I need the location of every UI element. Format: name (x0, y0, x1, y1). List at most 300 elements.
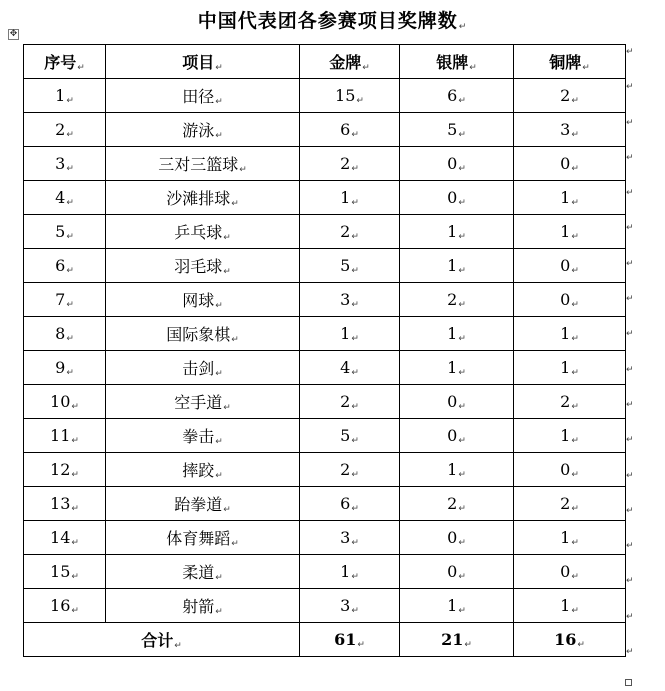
cell-item[interactable] (106, 351, 300, 385)
cell-mark-icon: ↵ (571, 605, 579, 616)
cell-gold-text: 1 (340, 187, 351, 207)
row-end-mark-icon: ↵ (626, 152, 634, 163)
cell-item-text: 游泳 (182, 121, 215, 140)
cell-no[interactable] (24, 351, 106, 385)
cell-gold-text: 3 (340, 289, 351, 309)
cell-bronze-text: 2 (560, 85, 571, 105)
cell-silver[interactable] (400, 555, 514, 589)
cell-gold[interactable] (300, 113, 400, 147)
cell-bronze-text: 0 (560, 153, 571, 173)
row-end-mark-icon: ↵ (626, 399, 634, 410)
cell-no-text: 10 (50, 391, 71, 411)
cell-mark-icon: ↵ (71, 469, 79, 480)
cell-mark-icon: ↵ (577, 639, 585, 650)
cell-no[interactable] (24, 419, 106, 453)
cell-silver-text: 1 (447, 459, 458, 479)
row-end-mark-icon: ↵ (626, 82, 634, 93)
cell-mark-icon: ↵ (571, 129, 579, 140)
cell-bronze-text: 0 (560, 255, 571, 275)
paragraph-mark-icon: ↵ (458, 22, 468, 32)
document-title (0, 8, 665, 40)
cell-mark-icon: ↵ (351, 435, 359, 446)
cell-bronze[interactable] (514, 419, 626, 453)
cell-no-text: 1 (55, 85, 66, 105)
cell-gold-text: 6 (340, 119, 351, 139)
cell-silver-text: 1 (447, 323, 458, 343)
cell-silver[interactable] (400, 181, 514, 215)
cell-silver[interactable] (400, 317, 514, 351)
cell-no-text: 6 (55, 255, 66, 275)
cell-item[interactable] (106, 385, 300, 419)
cell-mark-icon: ↵ (458, 129, 466, 140)
cell-mark-icon: ↵ (215, 131, 223, 141)
cell-mark-icon: ↵ (571, 299, 579, 310)
cell-bronze-text: 0 (560, 289, 571, 309)
cell-mark-icon: ↵ (351, 367, 359, 378)
cell-bronze-text: 0 (560, 459, 571, 479)
cell-no-text: 4 (55, 187, 66, 207)
cell-mark-icon: ↵ (351, 537, 359, 548)
cell-mark-icon: ↵ (71, 401, 79, 412)
table-resize-handle-icon[interactable] (625, 679, 632, 686)
cell-mark-icon: ↵ (458, 197, 466, 208)
cell-gold-text: 5 (340, 425, 351, 445)
cell-item-text: 拳击 (182, 427, 215, 446)
row-end-mark-icon: ↵ (626, 435, 634, 446)
cell-bronze[interactable] (514, 113, 626, 147)
cell-mark-icon: ↵ (351, 129, 359, 140)
total-silver-text: 21 (441, 629, 464, 649)
medal-table-body (24, 79, 626, 657)
cell-gold[interactable] (300, 487, 400, 521)
total-gold-text: 61 (334, 629, 357, 649)
table-row (24, 555, 626, 589)
cell-gold[interactable] (300, 79, 400, 113)
cell-mark-icon: ↵ (362, 63, 370, 73)
cell-mark-icon: ↵ (458, 299, 466, 310)
total-gold-cell[interactable] (300, 623, 400, 657)
cell-gold[interactable] (300, 249, 400, 283)
cell-no[interactable] (24, 589, 106, 623)
cell-gold-text: 2 (340, 221, 351, 241)
table-row (24, 79, 626, 113)
cell-item[interactable] (106, 283, 300, 317)
cell-mark-icon: ↵ (215, 301, 223, 311)
cell-mark-icon: ↵ (351, 571, 359, 582)
table-row (24, 453, 626, 487)
cell-silver-text: 0 (447, 391, 458, 411)
table-row (24, 487, 626, 521)
cell-mark-icon: ↵ (458, 605, 466, 616)
cell-mark-icon: ↵ (458, 401, 466, 412)
cell-mark-icon: ↵ (458, 367, 466, 378)
cell-mark-icon: ↵ (351, 605, 359, 616)
cell-bronze-text: 2 (560, 391, 571, 411)
cell-bronze-text: 2 (560, 493, 571, 513)
cell-mark-icon: ↵ (239, 165, 247, 175)
cell-no-text: 5 (55, 221, 66, 241)
cell-mark-icon: ↵ (458, 265, 466, 276)
cell-no[interactable] (24, 555, 106, 589)
cell-item[interactable] (106, 453, 300, 487)
cell-silver-text: 6 (447, 85, 458, 105)
cell-item-text: 体育舞蹈 (166, 529, 231, 548)
row-end-mark-icon: ↵ (626, 294, 634, 305)
cell-bronze[interactable] (514, 351, 626, 385)
table-row (24, 521, 626, 555)
cell-bronze[interactable] (514, 283, 626, 317)
cell-mark-icon: ↵ (458, 503, 466, 514)
cell-item[interactable] (106, 79, 300, 113)
cell-mark-icon: ↵ (351, 299, 359, 310)
cell-silver[interactable] (400, 521, 514, 555)
header-cell-item[interactable] (106, 45, 300, 79)
cell-no[interactable] (24, 79, 106, 113)
total-label-cell[interactable] (24, 623, 300, 657)
cell-mark-icon: ↵ (71, 571, 79, 582)
cell-silver[interactable] (400, 79, 514, 113)
cell-silver[interactable] (400, 453, 514, 487)
cell-item[interactable] (106, 249, 300, 283)
cell-no[interactable] (24, 487, 106, 521)
cell-mark-icon: ↵ (66, 367, 74, 378)
cell-mark-icon: ↵ (66, 163, 74, 174)
cell-item-text: 羽毛球 (174, 257, 223, 276)
cell-silver[interactable] (400, 249, 514, 283)
header-cell-no[interactable] (24, 45, 106, 79)
cell-bronze-text: 1 (560, 221, 571, 241)
cell-no[interactable] (24, 249, 106, 283)
cell-mark-icon: ↵ (174, 641, 182, 651)
cell-item-text: 网球 (182, 291, 215, 310)
cell-gold[interactable] (300, 181, 400, 215)
cell-mark-icon: ↵ (71, 537, 79, 548)
cell-silver[interactable] (400, 283, 514, 317)
cell-mark-icon: ↵ (571, 197, 579, 208)
row-end-mark-icon: ↵ (626, 470, 634, 481)
cell-no[interactable] (24, 453, 106, 487)
cell-item-text: 击剑 (182, 359, 215, 378)
total-silver-cell[interactable] (400, 623, 514, 657)
cell-silver[interactable] (400, 351, 514, 385)
header-row (24, 45, 626, 79)
cell-silver[interactable] (400, 147, 514, 181)
table-row (24, 589, 626, 623)
cell-mark-icon: ↵ (223, 233, 231, 243)
cell-no[interactable] (24, 283, 106, 317)
cell-silver[interactable] (400, 487, 514, 521)
cell-no-text: 12 (50, 459, 71, 479)
cell-mark-icon: ↵ (458, 333, 466, 344)
cell-mark-icon: ↵ (571, 367, 579, 378)
cell-mark-icon: ↵ (458, 571, 466, 582)
cell-mark-icon: ↵ (223, 403, 231, 413)
header-silver-text: 银牌 (436, 53, 469, 72)
row-end-mark-icon: ↵ (626, 258, 634, 269)
cell-no-text: 7 (55, 289, 66, 309)
cell-mark-icon: ↵ (66, 95, 74, 106)
table-row (24, 351, 626, 385)
cell-item[interactable] (106, 589, 300, 623)
header-cell-silver[interactable] (400, 45, 514, 79)
cell-no[interactable] (24, 521, 106, 555)
cell-item-text: 摔跤 (182, 461, 215, 480)
title-text: 中国代表团各参赛项目奖牌数 (197, 10, 458, 32)
cell-mark-icon: ↵ (458, 435, 466, 446)
cell-mark-icon: ↵ (351, 265, 359, 276)
cell-mark-icon: ↵ (571, 265, 579, 276)
cell-item-text: 沙滩排球 (166, 189, 231, 208)
cell-gold-text: 6 (340, 493, 351, 513)
row-end-mark-icon: ↵ (626, 576, 634, 587)
cell-mark-icon: ↵ (351, 503, 359, 514)
row-end-mark-icon: ↵ (626, 188, 634, 199)
cell-gold-text: 2 (340, 459, 351, 479)
cell-bronze[interactable] (514, 453, 626, 487)
cell-no-text: 16 (50, 595, 71, 615)
cell-gold-text: 2 (340, 391, 351, 411)
cell-item[interactable] (106, 555, 300, 589)
cell-item[interactable] (106, 147, 300, 181)
cell-no-text: 13 (50, 493, 71, 513)
cell-silver[interactable] (400, 113, 514, 147)
cell-mark-icon: ↵ (571, 469, 579, 480)
cell-silver[interactable] (400, 385, 514, 419)
cell-mark-icon: ↵ (351, 469, 359, 480)
cell-bronze[interactable] (514, 385, 626, 419)
cell-no-text: 8 (55, 323, 66, 343)
cell-bronze-text: 1 (560, 425, 571, 445)
cell-mark-icon: ↵ (231, 539, 239, 549)
header-no-text: 序号 (44, 53, 77, 72)
cell-mark-icon: ↵ (66, 197, 74, 208)
table-row (24, 317, 626, 351)
cell-bronze-text: 1 (560, 357, 571, 377)
cell-item-text: 柔道 (182, 563, 215, 582)
cell-mark-icon: ↵ (66, 265, 74, 276)
cell-item[interactable] (106, 521, 300, 555)
cell-no-text: 14 (50, 527, 71, 547)
cell-mark-icon: ↵ (71, 503, 79, 514)
cell-no[interactable] (24, 113, 106, 147)
cell-item-text: 国际象棋 (166, 325, 231, 344)
cell-item[interactable] (106, 487, 300, 521)
row-end-mark-icon: ↵ (626, 541, 634, 552)
cell-bronze[interactable] (514, 487, 626, 521)
cell-silver-text: 0 (447, 527, 458, 547)
cell-mark-icon: ↵ (351, 197, 359, 208)
cell-mark-icon: ↵ (66, 231, 74, 242)
cell-gold-text: 2 (340, 153, 351, 173)
cell-mark-icon: ↵ (351, 401, 359, 412)
cell-mark-icon: ↵ (464, 639, 472, 650)
cell-bronze-text: 1 (560, 187, 571, 207)
cell-no-text: 15 (50, 561, 71, 581)
total-bronze-text: 16 (554, 629, 577, 649)
total-label-text: 合计 (141, 631, 174, 650)
cell-mark-icon: ↵ (215, 97, 223, 107)
cell-item[interactable] (106, 419, 300, 453)
cell-bronze-text: 1 (560, 323, 571, 343)
cell-mark-icon: ↵ (357, 639, 365, 650)
header-bronze-text: 铜牌 (549, 53, 582, 72)
table-row (24, 147, 626, 181)
cell-mark-icon: ↵ (231, 199, 239, 209)
table-row (24, 419, 626, 453)
cell-mark-icon: ↵ (458, 231, 466, 242)
row-end-mark-icon: ↵ (626, 329, 634, 340)
header-cell-bronze[interactable] (514, 45, 626, 79)
row-end-mark-icon: ↵ (626, 611, 634, 622)
cell-gold[interactable] (300, 147, 400, 181)
table-row (24, 385, 626, 419)
cell-silver[interactable] (400, 589, 514, 623)
cell-bronze[interactable] (514, 147, 626, 181)
cell-gold[interactable] (300, 317, 400, 351)
cell-mark-icon: ↵ (71, 605, 79, 616)
cell-item-text: 三对三篮球 (158, 155, 239, 174)
cell-silver-text: 0 (447, 187, 458, 207)
cell-gold[interactable] (300, 215, 400, 249)
cell-bronze[interactable] (514, 79, 626, 113)
cell-gold-text: 3 (340, 527, 351, 547)
cell-no-text: 9 (55, 357, 66, 377)
cell-gold[interactable] (300, 589, 400, 623)
header-item-text: 项目 (182, 53, 215, 72)
cell-gold[interactable] (300, 385, 400, 419)
cell-mark-icon: ↵ (66, 129, 74, 140)
cell-mark-icon: ↵ (351, 333, 359, 344)
table-move-handle-icon[interactable]: ✥ (9, 29, 18, 39)
cell-bronze-text: 1 (560, 595, 571, 615)
cell-gold[interactable] (300, 453, 400, 487)
cell-bronze[interactable] (514, 555, 626, 589)
cell-silver-text: 1 (447, 255, 458, 275)
row-end-mark-icon: ↵ (626, 364, 634, 375)
cell-mark-icon: ↵ (458, 469, 466, 480)
total-row (24, 623, 626, 657)
cell-item-text: 乒乓球 (174, 223, 223, 242)
cell-mark-icon: ↵ (215, 573, 223, 583)
cell-gold[interactable] (300, 351, 400, 385)
cell-no-text: 2 (55, 119, 66, 139)
row-end-mark-icon: ↵ (626, 505, 634, 516)
table-row (24, 113, 626, 147)
cell-mark-icon: ↵ (458, 537, 466, 548)
cell-mark-icon: ↵ (571, 163, 579, 174)
cell-mark-icon: ↵ (571, 401, 579, 412)
cell-mark-icon: ↵ (571, 503, 579, 514)
cell-gold-text: 1 (340, 323, 351, 343)
cell-item[interactable] (106, 215, 300, 249)
cell-mark-icon: ↵ (66, 333, 74, 344)
cell-no[interactable] (24, 147, 106, 181)
cell-gold-text: 4 (340, 357, 351, 377)
cell-bronze[interactable] (514, 317, 626, 351)
cell-mark-icon: ↵ (71, 435, 79, 446)
cell-bronze-text: 3 (560, 119, 571, 139)
cell-silver-text: 1 (447, 357, 458, 377)
cell-mark-icon: ↵ (223, 505, 231, 515)
cell-silver-text: 5 (447, 119, 458, 139)
header-gold-text: 金牌 (329, 53, 362, 72)
cell-no[interactable] (24, 385, 106, 419)
cell-mark-icon: ↵ (571, 537, 579, 548)
table-row (24, 181, 626, 215)
cell-mark-icon: ↵ (571, 95, 579, 106)
cell-item-text: 射箭 (182, 597, 215, 616)
cell-bronze[interactable] (514, 215, 626, 249)
cell-item-text: 空手道 (174, 393, 223, 412)
cell-bronze[interactable] (514, 589, 626, 623)
cell-mark-icon: ↵ (582, 63, 590, 73)
cell-bronze-text: 0 (560, 561, 571, 581)
cell-no[interactable] (24, 317, 106, 351)
row-end-mark-icon: ↵ (626, 47, 634, 57)
cell-item[interactable] (106, 113, 300, 147)
cell-mark-icon: ↵ (215, 471, 223, 481)
cell-bronze[interactable] (514, 249, 626, 283)
row-end-mark-icon: ↵ (626, 647, 634, 658)
cell-gold[interactable] (300, 419, 400, 453)
table-row (24, 249, 626, 283)
cell-mark-icon: ↵ (215, 437, 223, 447)
cell-gold-text: 15 (335, 85, 356, 105)
cell-bronze[interactable] (514, 181, 626, 215)
cell-gold[interactable] (300, 555, 400, 589)
cell-mark-icon: ↵ (215, 369, 223, 379)
cell-item-text: 田径 (182, 87, 215, 106)
row-end-mark-icon: ↵ (626, 223, 634, 234)
row-end-marks (626, 44, 638, 679)
total-bronze-cell[interactable] (514, 623, 626, 657)
cell-bronze[interactable] (514, 521, 626, 555)
cell-no-text: 11 (50, 425, 71, 445)
cell-silver[interactable] (400, 215, 514, 249)
cell-item[interactable] (106, 181, 300, 215)
cell-mark-icon: ↵ (223, 267, 231, 277)
cell-mark-icon: ↵ (66, 299, 74, 310)
row-end-mark-icon: ↵ (626, 117, 634, 128)
cell-silver-text: 0 (447, 153, 458, 173)
cell-silver[interactable] (400, 419, 514, 453)
cell-mark-icon: ↵ (458, 163, 466, 174)
cell-no[interactable] (24, 215, 106, 249)
table-row (24, 283, 626, 317)
cell-gold-text: 5 (340, 255, 351, 275)
cell-gold-text: 3 (340, 595, 351, 615)
cell-mark-icon: ↵ (351, 163, 359, 174)
cell-mark-icon: ↵ (571, 571, 579, 582)
table-row (24, 215, 626, 249)
header-cell-gold[interactable] (300, 45, 400, 79)
cell-gold[interactable] (300, 283, 400, 317)
cell-mark-icon: ↵ (458, 95, 466, 106)
cell-gold[interactable] (300, 521, 400, 555)
cell-item[interactable] (106, 317, 300, 351)
cell-silver-text: 1 (447, 221, 458, 241)
cell-gold-text: 1 (340, 561, 351, 581)
medal-table (23, 44, 626, 657)
cell-mark-icon: ↵ (351, 231, 359, 242)
cell-no-text: 3 (55, 153, 66, 173)
cell-mark-icon: ↵ (469, 63, 477, 73)
cell-mark-icon: ↵ (571, 435, 579, 446)
cell-no[interactable] (24, 181, 106, 215)
cell-silver-text: 2 (447, 493, 458, 513)
cell-mark-icon: ↵ (571, 231, 579, 242)
cell-item-text: 跆拳道 (174, 495, 223, 514)
